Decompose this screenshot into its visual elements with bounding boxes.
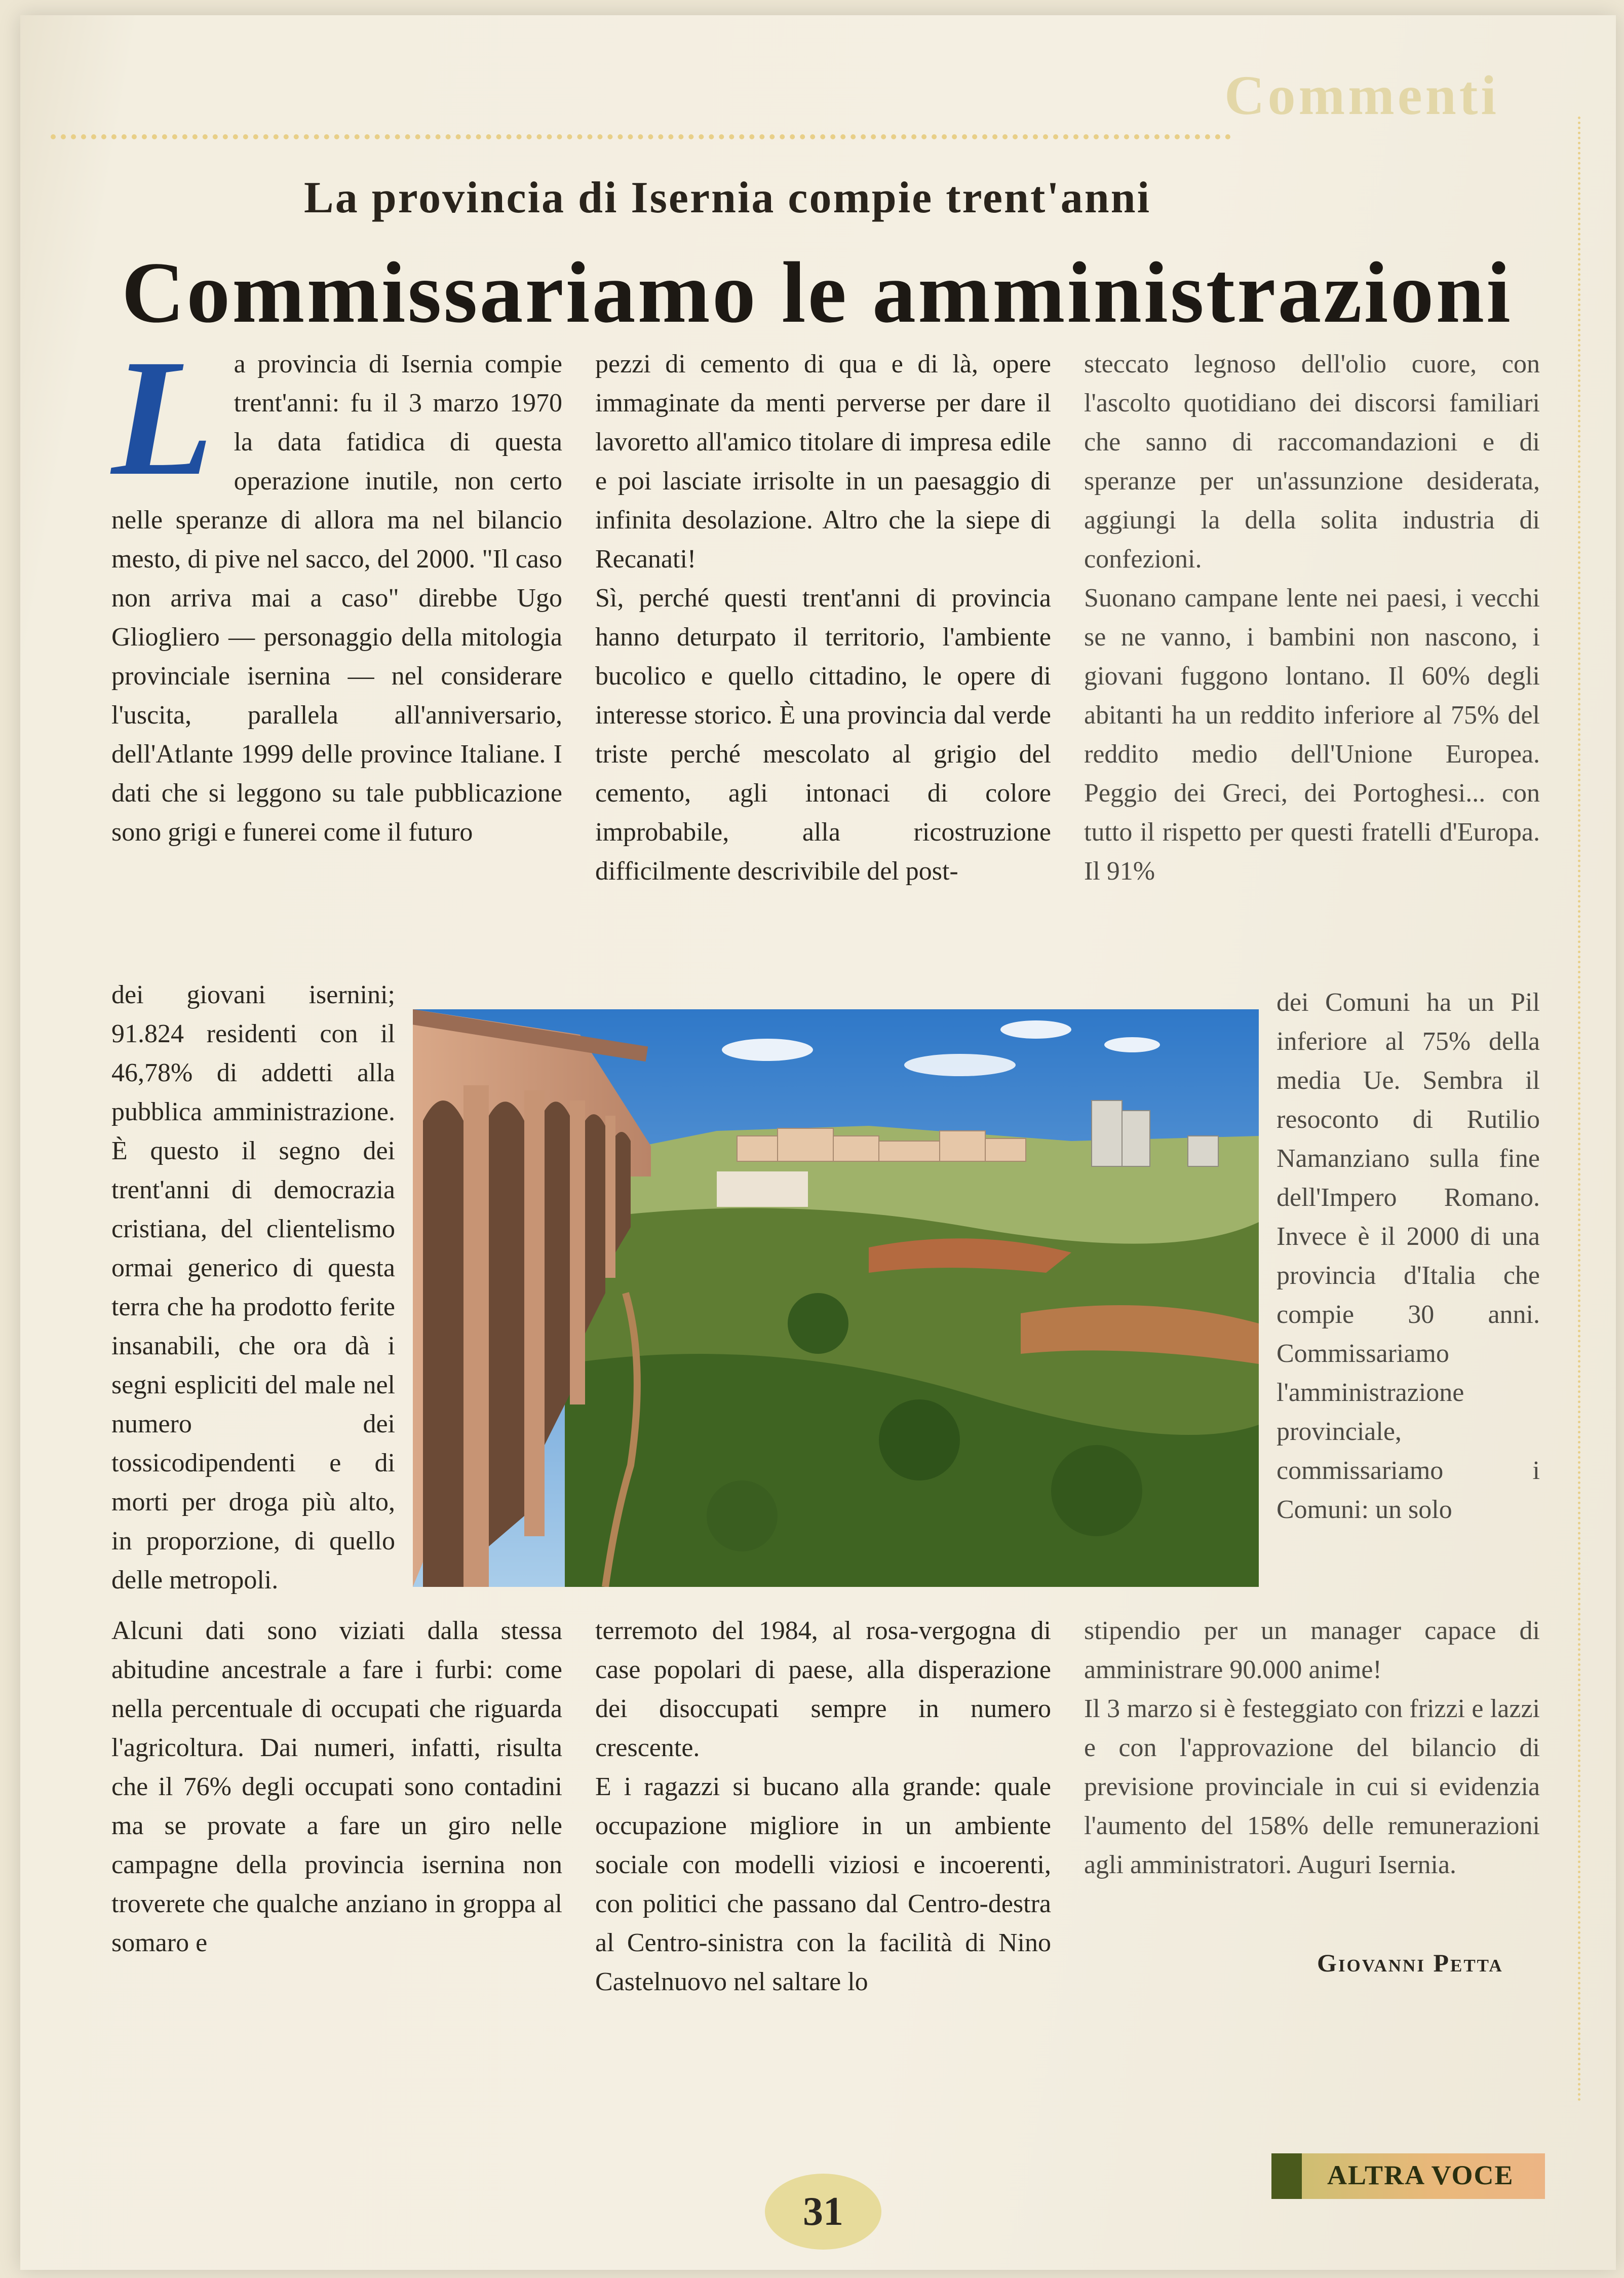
col1-lower-block <box>111 1611 562 1962</box>
article-title: Commissariamo le amministrazioni <box>122 245 1513 341</box>
col2-paragraph-3: terremoto del 1984, al rosa-vergogna di case popolari di paese, alla disperazione dei disoccupati sempre in numero crescente. <box>595 1616 1051 1762</box>
article-column-2 <box>595 345 1051 1996</box>
col1-paragraph-1: a provincia di Isernia compie trent'anni: fu il 3 marzo 1970 la data fatidica di questa operazione inutile, non certo nelle speranze di allora ma nel bilancio mesto, di pive nel sacco, del 2000. "Il caso non arriva mai a caso" direbbe Ugo Gliogliero — personaggio della mitologia provinciale isernina — nel considerare l'uscita, parallela all'anniversario, dell'Atlante 1999 delle province Italiane. I dati che si leggono su tale pubblicazione sono grigi e funerei come il futuro <box>111 350 562 847</box>
col3-paragraph-1: steccato legnoso dell'olio cuore, con l'ascolto quotidiano dei discorsi familiari che sanno di raccomandazioni e di speranze per un'assunzione desiderata, aggiungi la della solita industria di confezioni. <box>1084 350 1540 574</box>
drop-cap: L <box>111 325 214 510</box>
col3-narrow-block <box>1277 983 1540 1529</box>
col1-narrow-block <box>111 975 395 1600</box>
col3-paragraph-4: stipendio per un manager capace di amministrare 90.000 anime! <box>1084 1616 1540 1684</box>
col2-paragraph-1: pezzi di cemento di qua e di là, opere immaginate da menti perverse per dare il lavoretto all'amico titolare di impresa edile e poi lasciate irrisolte in un paesaggio di infinita desolazione. Altro che la siepe di Recanati! <box>595 350 1051 574</box>
magazine-page <box>20 15 1616 2270</box>
brand-name: ALTRA VOCE <box>1327 2160 1514 2190</box>
page-number: 31 <box>765 2174 881 2250</box>
col1-paragraph-2: dei giovani isernini; 91.824 residenti con il 46,78% di addetti alla pubblica amministrazione. È questo il segno dei trent'anni di democrazia cristiana, del clientelismo ormai generico di questa terra che ha prodotto ferite insanabili, che ora dà i segni espliciti del male nel numero dei tossicodipendenti e di morti per droga più alto, in proporzione, di quello delle metropoli. <box>111 980 395 1594</box>
top-dotted-rule <box>51 134 1231 139</box>
col1-paragraph-3: Alcuni dati sono viziati dalla stessa abitudine ancestrale a fare i furbi: come nella percentuale di occupati che riguarda l'agricoltura. Dai numeri, infatti, risulta che il 76% degli occupati sono contadini ma se provate a fare un giro nelle campagne della provincia isernina non troverete che qualche anziano in groppa al somaro e <box>111 1616 562 1957</box>
article-column-3 <box>1084 345 1540 1879</box>
col3-paragraph-2: Suonano campane lente nei paesi, i vecchi se ne vanno, i bambini non nascono, i giovani fuggono lontano. Il 60% degli abitanti ha un reddito inferiore al 75% del reddito medio dell'Unione Europea. Peggio dei Greci, dei Portoghesi... con tutto il rispetto per questi fratelli d'Europa. Il 91% <box>1084 584 1540 886</box>
col2-paragraph-2: Sì, perché questi trent'anni di provincia hanno deturpato il territorio, l'ambiente bucolico e quello cittadino, le opere di interesse storico. È una provincia dal verde triste perché mescolato al grigio del cemento, agli intonaci di colore improbabile, alla ricostruzione difficilmente descrivibile del post- <box>595 584 1051 886</box>
side-dotted-rule <box>1578 117 1580 2103</box>
article-column-1 <box>111 325 562 1957</box>
col3-lower-block <box>1084 1611 1540 1884</box>
brand-logo-mark <box>1271 2153 1302 2199</box>
section-label: Commenti <box>1224 64 1499 126</box>
col2-paragraph-4: E i ragazzi si bucano alla grande: quale occupazione migliore in un ambiente sociale con modelli viziosi e incoerenti, con politici che passano dal Centro-destra al Centro-sinistra con la facilità di Nino Castelnuovo nel saltare lo <box>595 1772 1051 1996</box>
col2-lower-block <box>595 1611 1051 2001</box>
col1-intro <box>111 325 562 975</box>
article-subtitle: La provincia di Isernia compie trent'anni <box>304 173 1151 222</box>
magazine-brand-bar <box>1271 2153 1545 2199</box>
viaduct-photo <box>413 1009 1259 1587</box>
col3-paragraph-3: dei Comuni ha un Pil inferiore al 75% della media Ue. Sembra il resoconto di Rutilio Namanziano sulla fine dell'Impero Romano. Invece è il 2000 di una provincia d'Italia che compie 30 anni. Commissariamo l'amministrazione provinciale, commissariamo i Comuni: un solo <box>1277 988 1540 1524</box>
author-signature: Giovanni Petta <box>1317 1949 1503 1977</box>
col3-paragraph-5: Il 3 marzo si è festeggiato con frizzi e lazzi e con l'approvazione del bilancio di previsione provinciale in cui si evidenzia l'aumento del 158% delle remunerazioni agli amministratori. Auguri Isernia. <box>1084 1694 1540 1879</box>
